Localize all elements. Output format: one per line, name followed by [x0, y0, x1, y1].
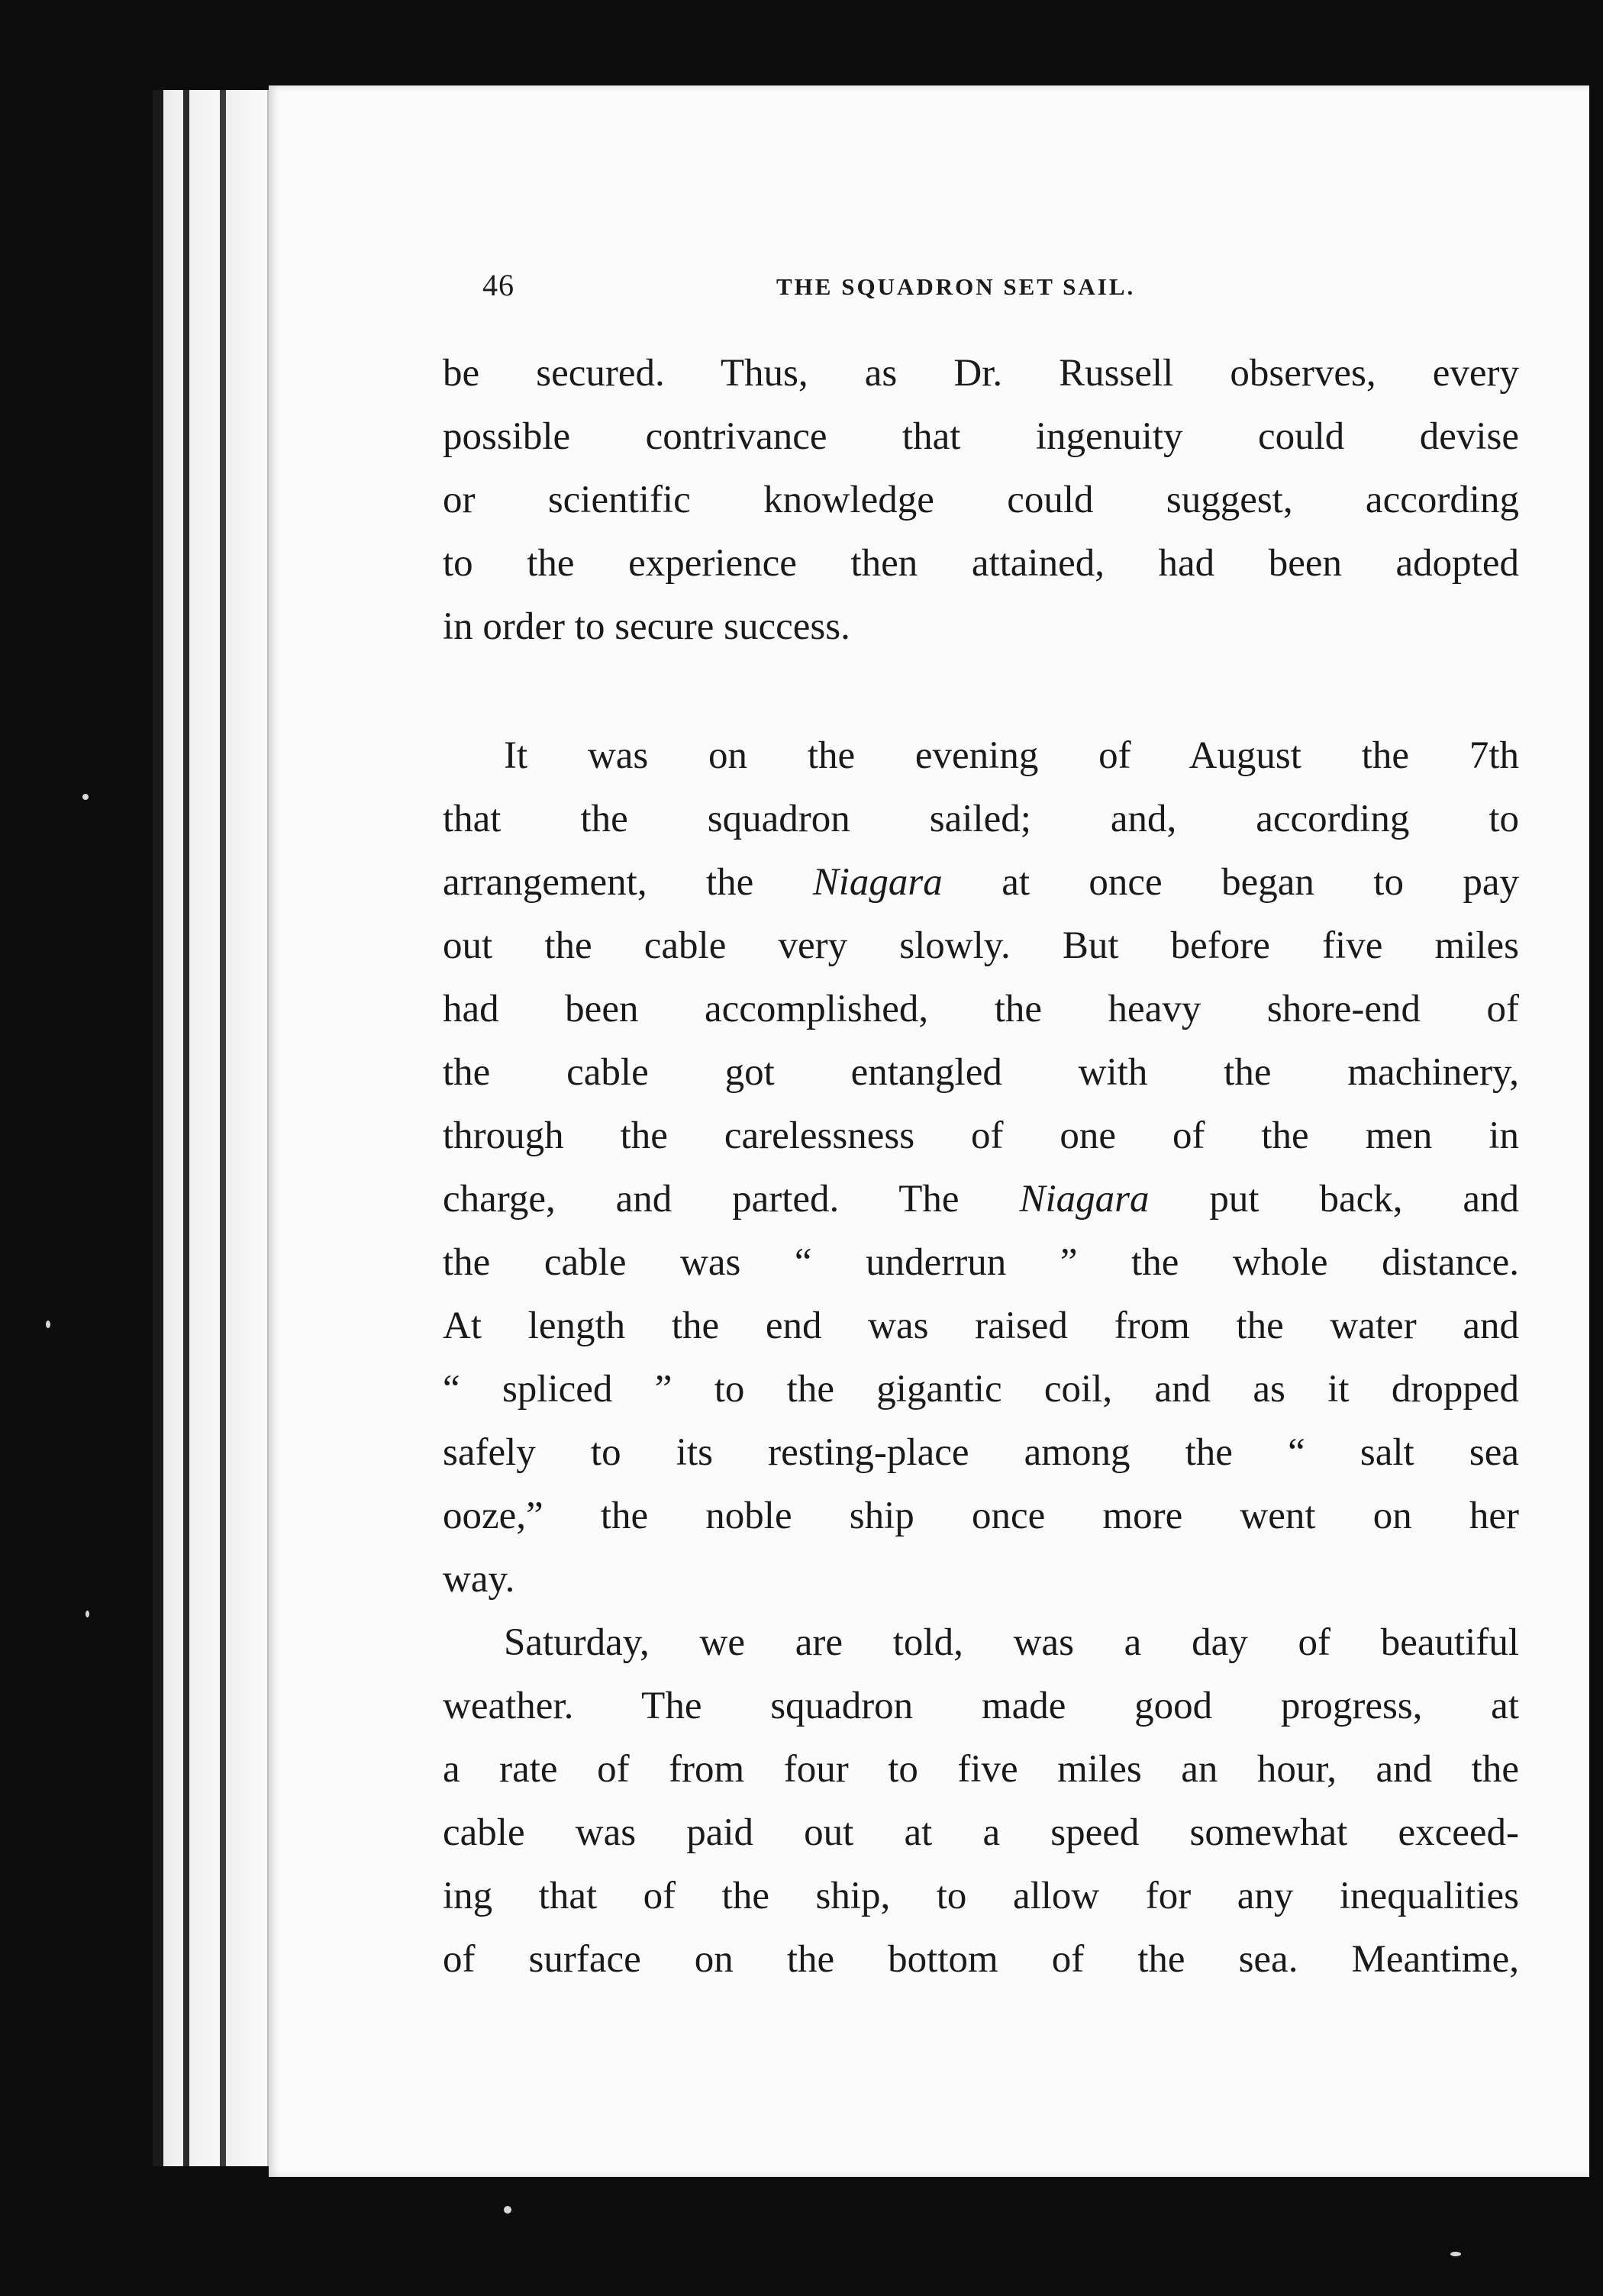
text-line: At length the end was raised from the water and [443, 1304, 1519, 1347]
text-line: the cable got entangled with the machinery, [443, 1051, 1519, 1094]
text-line: ing that of the ship, to allow for any inequalities [443, 1875, 1519, 1917]
text-line: in order to secure success. [443, 605, 850, 648]
text-line: to the experience then attained, had been adopted [443, 542, 1519, 585]
scan-speck [85, 1611, 89, 1617]
text-line: ooze,” the noble ship once more went on her [443, 1495, 1519, 1537]
body-text [443, 342, 1519, 1991]
text-line: cable was paid out at a speed somewhat exceed- [443, 1811, 1519, 1854]
scan-speck [1450, 2252, 1461, 2256]
page-header [482, 267, 1246, 313]
paragraph-gap [443, 659, 1519, 724]
text-line: through the carelessness of one of the men in [443, 1114, 1519, 1157]
text-line: that the squadron sailed; and, according to [443, 798, 1519, 840]
text-line: a rate of from four to five miles an hour, and the [443, 1748, 1519, 1791]
text-line: safely to its resting-place among the “ salt sea [443, 1431, 1519, 1474]
text-line: It was on the evening of August the 7th [504, 734, 1519, 777]
ship-name-italic: Niagara [1019, 1178, 1150, 1221]
text-line: be secured. Thus, as Dr. Russell observes, every [443, 352, 1519, 395]
text-line: weather. The squadron made good progress, at [443, 1685, 1519, 1727]
scan-speck [82, 794, 89, 800]
scan-speck [504, 2206, 511, 2214]
text-line: way. [443, 1558, 515, 1601]
page-number: 46 [482, 268, 514, 302]
text-line: of surface on the bottom of the sea. Meantime, [443, 1938, 1519, 1981]
text-line: “ spliced ” to the gigantic coil, and as it dropped [443, 1368, 1519, 1411]
text-line: charge, and parted. The Niagara put back, and [443, 1178, 1519, 1221]
text-line: possible contrivance that ingenuity could devise [443, 415, 1519, 458]
text-line: out the cable very slowly. But before five miles [443, 924, 1519, 967]
text-line: or scientific knowledge could suggest, according [443, 479, 1519, 521]
text-line: the cable was “ underrun ” the whole distance. [443, 1241, 1519, 1284]
text-line: arrangement, the Niagara at once began to pay [443, 861, 1519, 904]
ship-name-italic: Niagara [812, 861, 943, 904]
running-title: THE SQUADRON SET SAIL. [776, 273, 1136, 300]
text-line: Saturday, we are told, was a day of beautiful [504, 1621, 1519, 1664]
scan-speck [46, 1321, 50, 1328]
text-line: had been accomplished, the heavy shore-end of [443, 988, 1519, 1030]
